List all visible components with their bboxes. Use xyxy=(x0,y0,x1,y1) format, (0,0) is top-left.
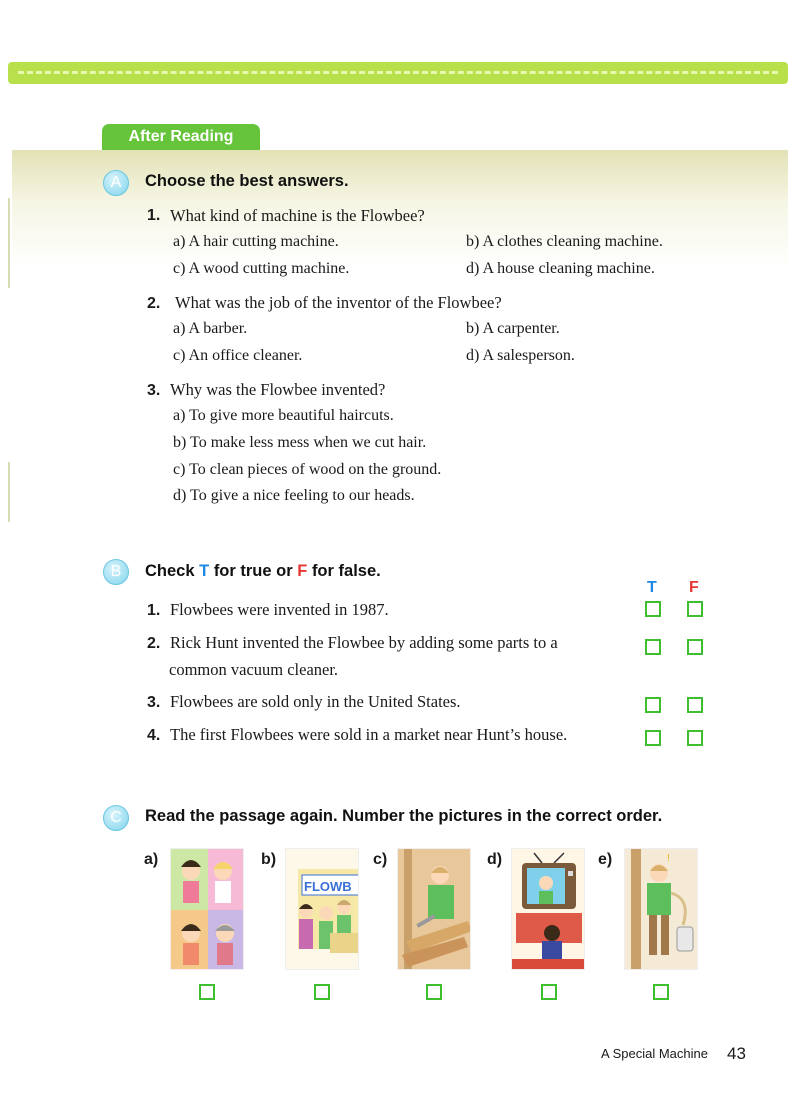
order-checkbox[interactable] xyxy=(314,984,330,1000)
true-checkbox[interactable] xyxy=(645,639,661,655)
picture-tv-illustration xyxy=(511,848,585,970)
answer-option[interactable]: d) To give a nice feeling to our heads. xyxy=(173,487,415,504)
true-checkbox[interactable] xyxy=(645,730,661,746)
left-margin-line xyxy=(8,198,10,288)
question-text: What was the job of the inventor of the Flowbee? xyxy=(175,293,502,312)
picture-label: d) xyxy=(487,851,503,868)
statement-text: Flowbees are sold only in the United States. xyxy=(170,692,461,711)
statement-number: 1. xyxy=(147,602,161,619)
statement-text: The first Flowbees were sold in a market near Hunt’s house. xyxy=(170,725,568,744)
true-column-header: T xyxy=(647,579,657,596)
true-checkbox[interactable] xyxy=(645,601,661,617)
order-checkbox[interactable] xyxy=(199,984,215,1000)
statement-number: 3. xyxy=(147,694,161,711)
false-checkbox[interactable] xyxy=(687,601,703,617)
false-checkbox[interactable] xyxy=(687,639,703,655)
order-checkbox[interactable] xyxy=(541,984,557,1000)
after-reading-tab: After Reading xyxy=(102,124,260,150)
question-text: Why was the Flowbee invented? xyxy=(170,380,386,399)
svg-text:!: ! xyxy=(667,853,670,864)
picture-label: e) xyxy=(598,851,613,868)
picture-haircut-illustration xyxy=(170,848,244,970)
section-b-title: Check T for true or F for false. xyxy=(145,562,381,580)
section-c-icon: C xyxy=(103,805,129,831)
statement-number: 4. xyxy=(147,727,161,744)
answer-option[interactable]: c) An office cleaner. xyxy=(173,347,303,364)
question-text: What kind of machine is the Flowbee? xyxy=(170,206,425,225)
answer-option[interactable]: d) A house cleaning machine. xyxy=(466,260,655,277)
false-checkbox[interactable] xyxy=(687,697,703,713)
page-number: 43 xyxy=(727,1044,746,1063)
true-checkbox[interactable] xyxy=(645,697,661,713)
answer-option[interactable]: a) A barber. xyxy=(173,320,248,337)
left-margin-line xyxy=(8,462,10,522)
statement-number: 2. xyxy=(147,635,161,652)
flowbee-sign-text: FLOWB xyxy=(304,879,352,894)
answer-option[interactable]: c) A wood cutting machine. xyxy=(173,260,350,277)
answer-option[interactable]: d) A salesperson. xyxy=(466,347,575,364)
section-c-title: Read the passage again. Number the pictures in the correct order. xyxy=(145,807,663,825)
answer-option[interactable]: b) To make less mess when we cut hair. xyxy=(173,434,427,451)
answer-option[interactable]: a) A hair cutting machine. xyxy=(173,233,339,250)
picture-woodworking-illustration xyxy=(397,848,471,970)
question-number: 3. xyxy=(147,382,161,399)
answer-option[interactable]: b) A clothes cleaning machine. xyxy=(466,233,663,250)
order-checkbox[interactable] xyxy=(426,984,442,1000)
section-a-icon: A xyxy=(103,170,129,196)
statement-text: Rick Hunt invented the Flowbee by adding some parts to a xyxy=(170,633,558,652)
section-b-icon: B xyxy=(103,559,129,585)
statement-text-continued: common vacuum cleaner. xyxy=(169,660,339,679)
answer-option[interactable]: b) A carpenter. xyxy=(466,320,560,337)
question-number: 2. xyxy=(147,295,161,312)
decorative-top-band xyxy=(8,62,788,84)
answer-option[interactable]: c) To clean pieces of wood on the ground. xyxy=(173,461,442,478)
picture-label: a) xyxy=(144,851,159,868)
false-column-header: F xyxy=(689,579,699,596)
statement-text: Flowbees were invented in 1987. xyxy=(170,600,389,619)
picture-label: b) xyxy=(261,851,277,868)
picture-inventor-vacuum-illustration xyxy=(624,848,698,970)
picture-market-illustration xyxy=(285,848,359,970)
picture-label: c) xyxy=(373,851,388,868)
answer-option[interactable]: a) To give more beautiful haircuts. xyxy=(173,407,394,424)
order-checkbox[interactable] xyxy=(653,984,669,1000)
question-number: 1. xyxy=(147,207,161,224)
chapter-title: A Special Machine xyxy=(601,1046,708,1061)
false-checkbox[interactable] xyxy=(687,730,703,746)
section-a-title: Choose the best answers. xyxy=(145,172,349,190)
